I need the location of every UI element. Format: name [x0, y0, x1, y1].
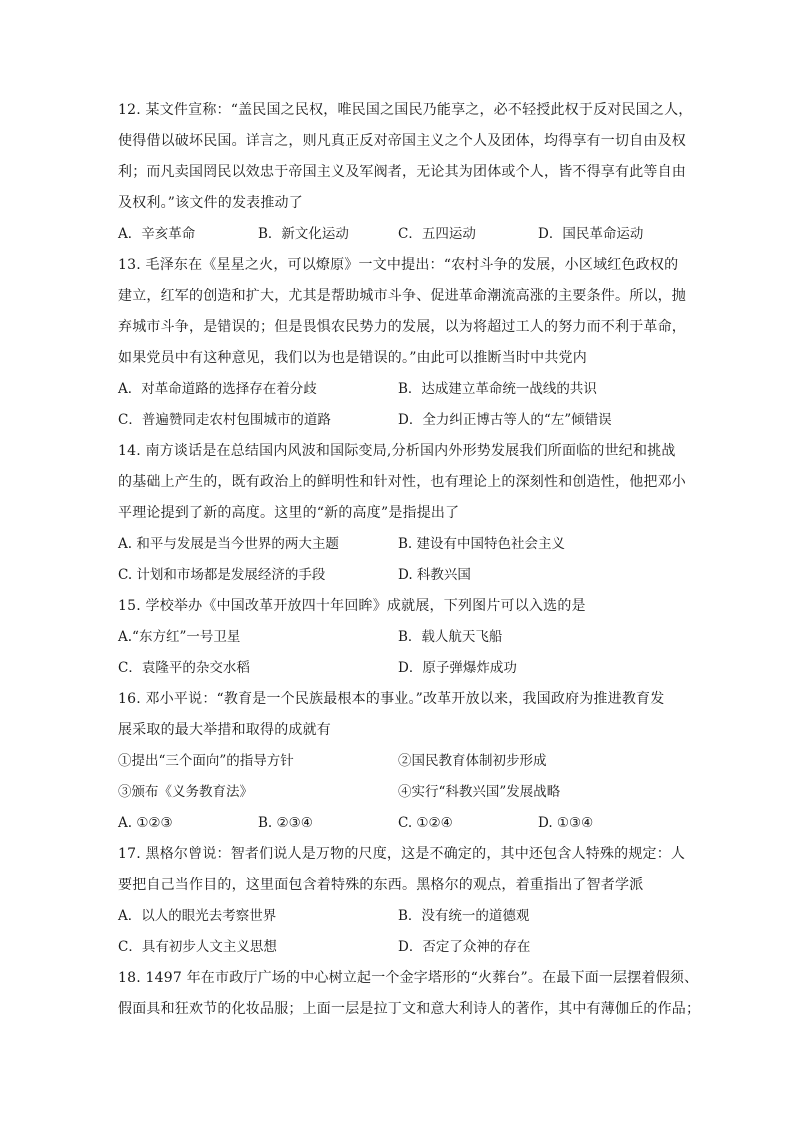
exam-page	[118, 95, 701, 1025]
option-c: C．普遍赞同走农村包围城市的道路	[118, 412, 331, 428]
option-a: A. 和平与发展是当今世界的两大主题	[118, 536, 339, 552]
answer-options	[118, 622, 678, 653]
question-text: 建立，红军的创造和扩大，尤其是帮助城市斗争、促进革命潮流高涨的主要条件。所以，抛	[118, 288, 686, 304]
answer-options	[118, 901, 678, 932]
option-b: B. 建设有中国特色社会主义	[398, 536, 566, 552]
question-text: 14. 南方谈话是在总结国内风波和国际变局,分析国内外形势发展我们所面临的世纪和挑战	[118, 443, 676, 459]
option-a: A．辛亥革命	[118, 226, 196, 242]
option-d: D．原子弹爆炸成功	[398, 660, 517, 676]
question-text: 使得借以破坏民国。详言之，则凡真正反对帝国主义之个人及团体，均得享有一切自由及权	[118, 133, 686, 149]
statement-item: ②国民教育体制初步形成	[398, 753, 547, 769]
question-text: 平理论提到了新的高度。这里的“新的高度”是指提出了	[118, 505, 460, 521]
option-b: B．达成建立革命统一战线的共识	[398, 381, 597, 397]
question-13	[118, 250, 686, 436]
question-12	[118, 95, 693, 250]
answer-options	[118, 932, 678, 963]
question-text: 要把自己当作目的，这里面包含着特殊的东西。黑格尔的观点，着重指出了智者学派	[118, 877, 644, 893]
answer-options	[118, 374, 678, 405]
answer-options	[118, 529, 678, 560]
option-a: A.“东方红”一号卫星	[118, 629, 241, 645]
question-18	[118, 963, 701, 1025]
statement-item: ④实行“科教兴国”发展战略	[398, 784, 561, 800]
question-text: 的基础上产生的，既有政治上的鲜明性和针对性，也有理论上的深刻性和创造性，他把邓小	[118, 474, 686, 490]
question-text: 12. 某文件宣称：“盖民国之民权，唯民国之国民乃能享之，必不轻授此权于反对民国之人，	[118, 102, 693, 118]
option-b: B．载人航天飞船	[398, 629, 503, 645]
question-text: 展采取的最大举措和取得的成就有	[118, 722, 331, 738]
option-b: B．新文化运动	[258, 226, 349, 242]
question-14	[118, 436, 686, 591]
option-c: C．具有初步人文主义思想	[118, 939, 277, 955]
statement-item: ①提出“三个面向”的指导方针	[118, 753, 294, 769]
option-a: A．对革命道路的选择存在着分歧	[118, 381, 317, 397]
question-15	[118, 591, 678, 684]
option-b: B. ②③④	[258, 815, 313, 831]
statement-items	[118, 777, 678, 808]
option-a: A．以人的眼光去考察世界	[118, 908, 277, 924]
question-text: 利；而凡卖国罔民以效忠于帝国主义及军阀者，无论其为团体或个人，皆不得享有此等自由	[118, 164, 686, 180]
option-c: C. 计划和市场都是发展经济的手段	[118, 567, 326, 583]
option-d: D．否定了众神的存在	[398, 939, 531, 955]
question-text: 15. 学校举办《中国改革开放四十年回眸》成就展，下列图片可以入选的是	[118, 598, 586, 614]
answer-options	[118, 405, 678, 436]
question-text: 假面具和狂欢节的化妆品服；上面一层是拉丁文和意大利诗人的著作，其中有薄伽丘的作品；	[118, 1001, 701, 1017]
option-a: A. ①②③	[118, 815, 173, 831]
question-text: 16. 邓小平说：“教育是一个民族最根本的事业。”改革开放以来，我国政府为推进教育发	[118, 691, 665, 707]
question-16	[118, 684, 678, 839]
answer-options	[118, 653, 678, 684]
question-text: 及权利。”该文件的发表推动了	[118, 195, 303, 211]
option-c: C．五四运动	[398, 226, 476, 242]
option-b: B．没有统一的道德观	[398, 908, 530, 924]
answer-options	[118, 808, 678, 839]
question-text: 弃城市斗争，是错误的；但是畏惧农民势力的发展，以为将超过工人的努力而不利于革命，	[118, 319, 686, 335]
option-d: D．国民革命运动	[538, 226, 644, 242]
statement-items	[118, 746, 678, 777]
answer-options	[118, 219, 678, 250]
answer-options	[118, 560, 678, 591]
option-d: D．全力纠正博古等人的“左”倾错误	[398, 412, 612, 428]
question-text: 如果党员中有这种意见，我们以为也是错误的。”由此可以推断当时中共党内	[118, 350, 587, 366]
question-text: 17. 黑格尔曾说：智者们说人是万物的尺度，这是不确定的，其中还包含人特殊的规定：人	[118, 846, 686, 862]
option-d: D. ①③④	[538, 815, 594, 831]
question-text: 13. 毛泽东在《星星之火，可以燎原》一文中提出：“农村斗争的发展，小区域红色政权的	[118, 257, 679, 273]
question-17	[118, 839, 686, 963]
option-c: C. ①②④	[398, 815, 453, 831]
option-c: C．袁隆平的杂交水稻	[118, 660, 250, 676]
statement-item: ③颁布《义务教育法》	[118, 784, 253, 800]
question-text: 18. 1497 年在市政厅广场的中心树立起一个金字塔形的“火葬台”。在最下面一层摆着假须、	[118, 970, 699, 986]
option-d: D. 科教兴国	[398, 567, 471, 583]
